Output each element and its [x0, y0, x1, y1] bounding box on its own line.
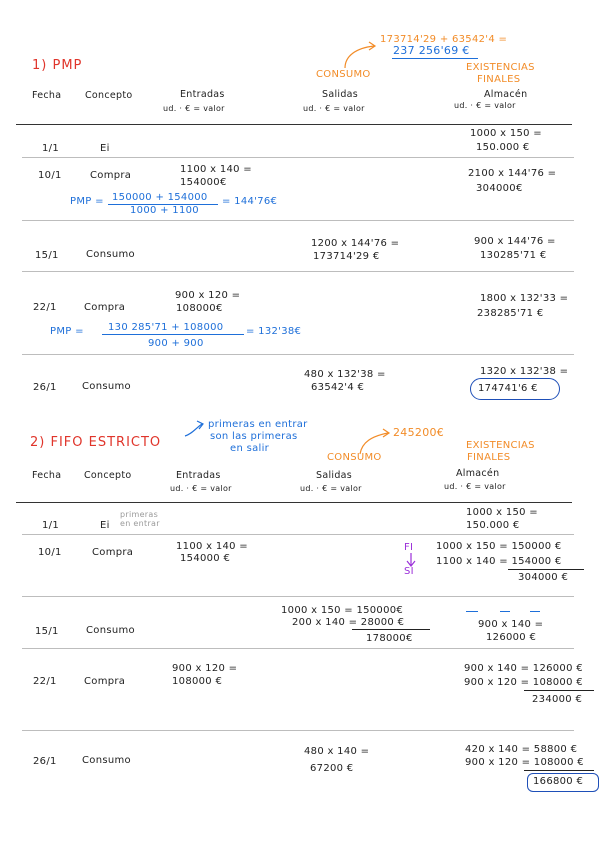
- s1-row2-concepto: Compra: [90, 170, 132, 181]
- s1-row5-salidas-1: 480 x 132'38 =: [304, 369, 386, 380]
- pmp1-label: PMP =: [70, 196, 104, 207]
- s2-row5-salidas-2: 67200 €: [310, 763, 354, 774]
- consumo-label-2: CONSUMO: [327, 452, 382, 463]
- header-entradas-sub-2: ud. · € = valor: [170, 484, 232, 493]
- pmp1-denominator: 1000 + 1100: [130, 205, 199, 216]
- s2-row4-concepto: Compra: [84, 676, 126, 687]
- existencias-label-2: EXISTENCIAS: [466, 440, 535, 451]
- s2-row3-almacen-2: 126000 €: [486, 632, 537, 643]
- header-entradas-1: Entradas: [180, 89, 225, 100]
- s1-rule-3: [22, 271, 574, 272]
- section2-title: 2) FIFO ESTRICTO: [30, 435, 162, 450]
- header-salidas-sub-2: ud. · € = valor: [300, 484, 362, 493]
- fifo-note-3: en salir: [230, 443, 270, 454]
- s2-row2-almacen-3: 304000 €: [518, 572, 569, 583]
- fi-label: FI: [404, 542, 414, 553]
- header-concepto-2: Concepto: [84, 470, 132, 481]
- header-concepto-1: Concepto: [85, 90, 133, 101]
- s1-row5-almacen-2: 174741'6 €: [478, 383, 538, 394]
- s2-row3-salidas-1: 1000 x 150 = 150000€: [281, 605, 404, 616]
- finales-label-1: FINALES: [477, 74, 521, 85]
- s2-row1-almacen-2: 150.000 €: [466, 520, 520, 531]
- s1-row4-fecha: 22/1: [33, 302, 57, 313]
- top-formula: 173714'29 + 63542'4 =: [380, 34, 508, 45]
- s1-row2-entradas-2: 154000€: [180, 177, 227, 188]
- header-almacen-sub-2: ud. · € = valor: [444, 482, 506, 491]
- fifo-note-2: son las primeras: [210, 431, 298, 442]
- s1-row3-salidas-2: 173714'29 €: [313, 251, 380, 262]
- s1-row5-fecha: 26/1: [33, 382, 57, 393]
- header-salidas-2: Salidas: [316, 470, 353, 481]
- s2-row5-concepto: Consumo: [82, 755, 131, 766]
- s2-row2-almacen-1: 1000 x 150 = 150000 €: [436, 541, 562, 552]
- s2-row1-fecha: 1/1: [42, 520, 59, 531]
- pmp1-numerator: 150000 + 154000: [112, 192, 208, 203]
- s2-row4-entradas-2: 108000 €: [172, 676, 223, 687]
- s2-row2-entradas-2: 154000 €: [180, 553, 231, 564]
- pmp2-result: = 132'38€: [246, 326, 302, 337]
- s2-row4-sum-line: [524, 690, 594, 691]
- s1-rule-4: [22, 354, 574, 355]
- s2-rule-2: [22, 596, 574, 597]
- s2-row4-almacen-3: 234000 €: [532, 694, 583, 705]
- s1-row5-salidas-2: 63542'4 €: [311, 382, 365, 393]
- section1-title: 1) PMP: [32, 58, 83, 73]
- blue-dash-1: [466, 611, 478, 612]
- s2-row2-concepto: Compra: [92, 547, 134, 558]
- s1-row4-almacen-2: 238285'71 €: [477, 308, 544, 319]
- s2-row1-almacen-1: 1000 x 150 =: [466, 507, 538, 518]
- consumo-total-2: 245200€: [393, 426, 445, 439]
- grey-note-1: primeras: [120, 510, 159, 519]
- s1-row2-almacen-2: 304000€: [476, 183, 523, 194]
- header-entradas-sub-1: ud. · € = valor: [163, 104, 225, 113]
- consumo-label-1: CONSUMO: [316, 69, 371, 80]
- s2-row5-salidas-1: 480 x 140 =: [304, 746, 370, 757]
- top-total: 237 256'69 €: [393, 44, 470, 57]
- header-salidas-1: Salidas: [322, 89, 359, 100]
- fifo-note-1: primeras en entrar: [208, 419, 308, 430]
- header-rule-1: [16, 124, 572, 125]
- header-entradas-2: Entradas: [176, 470, 221, 481]
- blue-dash-2: [500, 611, 510, 612]
- s1-row3-almacen-1: 900 x 144'76 =: [474, 236, 556, 247]
- s2-row5-almacen-2: 900 x 120 = 108000 €: [465, 757, 584, 768]
- header-salidas-sub-1: ud. · € = valor: [303, 104, 365, 113]
- si-label: SI: [404, 566, 414, 577]
- pmp2-label: PMP =: [50, 326, 84, 337]
- s1-row4-concepto: Compra: [84, 302, 126, 313]
- pmp1-result: = 144'76€: [222, 196, 278, 207]
- s1-row1-almacen-2: 150.000 €: [476, 142, 530, 153]
- s2-row3-sum-line: [352, 629, 430, 630]
- s1-row5-concepto: Consumo: [82, 381, 131, 392]
- s2-row3-concepto: Consumo: [86, 625, 135, 636]
- s1-rule-1: [22, 157, 574, 158]
- s1-row3-fecha: 15/1: [35, 250, 59, 261]
- pmp2-denominator: 900 + 900: [148, 338, 204, 349]
- header-fecha-1: Fecha: [32, 90, 62, 101]
- s1-row3-salidas-1: 1200 x 144'76 =: [311, 238, 400, 249]
- s1-row1-fecha: 1/1: [42, 143, 59, 154]
- s1-row5-almacen-1: 1320 x 132'38 =: [480, 366, 569, 377]
- s2-rule-4: [22, 730, 574, 731]
- header-rule-2: [16, 502, 572, 503]
- blue-dash-3: [530, 611, 540, 612]
- s1-row4-entradas-2: 108000€: [176, 303, 223, 314]
- s1-row3-almacen-2: 130285'71 €: [480, 250, 547, 261]
- s2-row4-almacen-1: 900 x 140 = 126000 €: [464, 663, 583, 674]
- header-almacen-2: Almacén: [456, 468, 500, 479]
- s1-row2-almacen-1: 2100 x 144'76 =: [468, 168, 557, 179]
- s2-row3-almacen-1: 900 x 140 =: [478, 619, 544, 630]
- s2-row4-entradas-1: 900 x 120 =: [172, 663, 238, 674]
- s2-row3-fecha: 15/1: [35, 626, 59, 637]
- header-fecha-2: Fecha: [32, 470, 62, 481]
- s1-row2-entradas-1: 1100 x 140 =: [180, 164, 252, 175]
- s2-row2-almacen-2: 1100 x 140 = 154000 €: [436, 556, 562, 567]
- pmp2-fraction-bar: [102, 334, 244, 335]
- s1-row2-fecha: 10/1: [38, 170, 62, 181]
- s2-row4-fecha: 22/1: [33, 676, 57, 687]
- s1-rule-2: [22, 220, 574, 221]
- s1-row3-concepto: Consumo: [86, 249, 135, 260]
- s2-rule-3: [22, 648, 574, 649]
- s2-row4-almacen-2: 900 x 120 = 108000 €: [464, 677, 583, 688]
- s2-row1-concepto: Ei: [100, 520, 110, 531]
- s2-row5-fecha: 26/1: [33, 756, 57, 767]
- s2-row3-salidas-2: 200 x 140 = 28000 €: [292, 617, 405, 628]
- s2-row5-almacen-1: 420 x 140 = 58800 €: [465, 744, 578, 755]
- s2-row3-salidas-3: 178000€: [366, 633, 413, 644]
- s1-row4-almacen-1: 1800 x 132'33 =: [480, 293, 569, 304]
- existencias-label-1: EXISTENCIAS: [466, 62, 535, 73]
- header-almacen-sub-1: ud. · € = valor: [454, 101, 516, 110]
- s2-row5-almacen-3: 166800 €: [533, 776, 584, 787]
- s1-row4-entradas-1: 900 x 120 =: [175, 290, 241, 301]
- s1-row1-concepto: Ei: [100, 143, 110, 154]
- s2-row5-sum-line: [524, 770, 594, 771]
- s2-rule-1: [22, 534, 574, 535]
- header-almacen-1: Almacén: [484, 89, 528, 100]
- s2-row2-sum-line: [508, 569, 584, 570]
- pmp2-numerator: 130 285'71 + 108000: [108, 322, 224, 333]
- s2-row2-entradas-1: 1100 x 140 =: [176, 541, 248, 552]
- s2-row2-fecha: 10/1: [38, 547, 62, 558]
- grey-note-2: en entrar: [120, 519, 160, 528]
- finales-label-2: FINALES: [467, 452, 511, 463]
- s1-row1-almacen-1: 1000 x 150 =: [470, 128, 542, 139]
